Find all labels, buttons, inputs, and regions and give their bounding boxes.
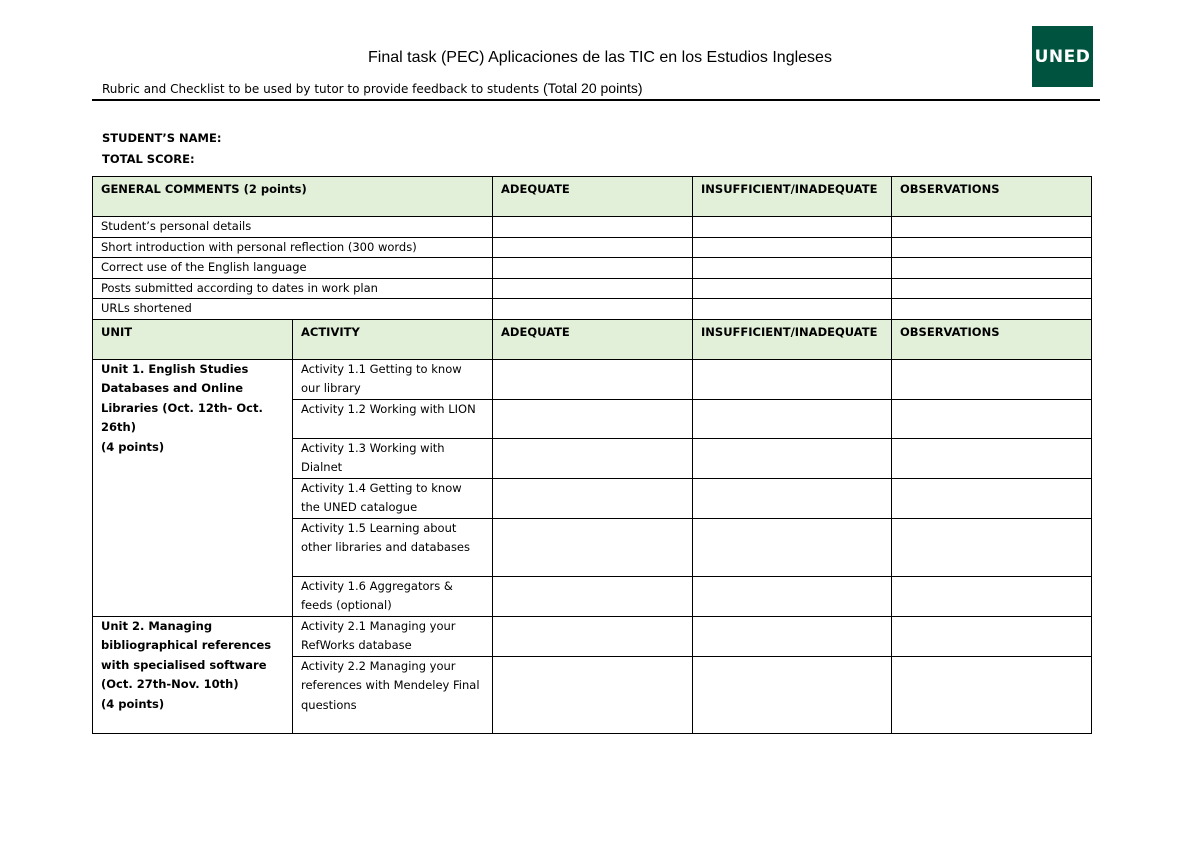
adequate-cell[interactable]: [493, 438, 693, 478]
observations-cell[interactable]: [892, 258, 1092, 279]
observations-cell[interactable]: [892, 217, 1092, 238]
observations-cell[interactable]: [892, 399, 1092, 438]
activity-name: Activity 1.1 Getting to know our library: [293, 359, 493, 399]
observations-cell[interactable]: [892, 237, 1092, 258]
col-insufficient: INSUFFICIENT/INADEQUATE: [693, 177, 892, 217]
observations-cell[interactable]: [892, 518, 1092, 576]
adequate-cell[interactable]: [493, 299, 693, 320]
insufficient-cell[interactable]: [693, 438, 892, 478]
general-row: [93, 299, 1092, 320]
activity-row: [93, 359, 1092, 399]
activity-name: Activity 1.5 Learning about other libraries and databases: [293, 518, 493, 576]
units-header-row: [93, 319, 1092, 359]
unit-title: Unit 2. Managing bibliographical references with specialised software (Oct. 27th-Nov. 10th): [101, 618, 272, 691]
unit-title: Unit 1. English Studies Databases and Online Libraries (Oct. 12th- Oct. 26th): [101, 361, 263, 434]
adequate-cell[interactable]: [493, 258, 693, 279]
document-title: Final task (PEC) Aplicaciones de las TIC en los Estudios Ingleses: [368, 49, 832, 66]
observations-cell[interactable]: [892, 478, 1092, 518]
col-unit: UNIT: [93, 319, 293, 359]
general-row: [93, 217, 1092, 238]
insufficient-cell[interactable]: [693, 656, 892, 733]
rubric-table: [92, 176, 1092, 734]
adequate-cell[interactable]: [493, 359, 693, 399]
general-item: Student’s personal details: [93, 217, 493, 238]
unit-cell: [93, 359, 293, 616]
uned-logo: [1032, 26, 1093, 87]
insufficient-cell[interactable]: [693, 518, 892, 576]
unit-points: (4 points): [101, 439, 165, 454]
adequate-cell[interactable]: [493, 237, 693, 258]
general-row: [93, 278, 1092, 299]
activity-name: Activity 1.3 Working with Dialnet: [293, 438, 493, 478]
general-header-row: [93, 177, 1092, 217]
adequate-cell[interactable]: [493, 399, 693, 438]
header-rule: [92, 99, 1100, 101]
unit-points: (4 points): [101, 696, 165, 711]
activity-name: Activity 1.6 Aggregators & feeds (optional): [293, 576, 493, 616]
general-heading: GENERAL COMMENTS (2 points): [93, 177, 493, 217]
adequate-cell[interactable]: [493, 576, 693, 616]
activity-name: Activity 1.4 Getting to know the UNED catalogue: [293, 478, 493, 518]
observations-cell[interactable]: [892, 656, 1092, 733]
logo-text: UNED: [1034, 46, 1091, 67]
adequate-cell[interactable]: [493, 478, 693, 518]
general-row: [93, 258, 1092, 279]
adequate-cell[interactable]: [493, 616, 693, 656]
insufficient-cell[interactable]: [693, 237, 892, 258]
insufficient-cell[interactable]: [693, 299, 892, 320]
insufficient-cell[interactable]: [693, 478, 892, 518]
general-item: URLs shortened: [93, 299, 493, 320]
observations-cell[interactable]: [892, 299, 1092, 320]
general-item: Posts submitted according to dates in work plan: [93, 278, 493, 299]
adequate-cell[interactable]: [493, 656, 693, 733]
insufficient-cell[interactable]: [693, 278, 892, 299]
activity-row: [93, 616, 1092, 656]
activity-name: Activity 2.1 Managing your RefWorks database: [293, 616, 493, 656]
col-observations: OBSERVATIONS: [892, 177, 1092, 217]
unit-cell: [93, 616, 293, 733]
activity-name: Activity 2.2 Managing your references with Mendeley Final questions: [293, 656, 493, 733]
subtitle-text: Rubric and Checklist to be used by tutor to provide feedback to students: [102, 82, 540, 96]
subtitle-total: (Total 20 points): [542, 80, 643, 96]
insufficient-cell[interactable]: [693, 576, 892, 616]
observations-cell[interactable]: [892, 616, 1092, 656]
adequate-cell[interactable]: [493, 518, 693, 576]
total-score-label: TOTAL SCORE:: [102, 152, 195, 166]
insufficient-cell[interactable]: [693, 258, 892, 279]
document-subtitle: [102, 80, 643, 96]
general-row: [93, 237, 1092, 258]
student-name-label: STUDENT’S NAME:: [102, 131, 222, 145]
insufficient-cell[interactable]: [693, 359, 892, 399]
activity-name: Activity 1.2 Working with LION: [293, 399, 493, 438]
general-item: Short introduction with personal reflection (300 words): [93, 237, 493, 258]
col-observations: OBSERVATIONS: [892, 319, 1092, 359]
adequate-cell[interactable]: [493, 278, 693, 299]
col-activity: ACTIVITY: [293, 319, 493, 359]
observations-cell[interactable]: [892, 359, 1092, 399]
general-item: Correct use of the English language: [93, 258, 493, 279]
insufficient-cell[interactable]: [693, 217, 892, 238]
insufficient-cell[interactable]: [693, 399, 892, 438]
col-adequate: ADEQUATE: [493, 319, 693, 359]
insufficient-cell[interactable]: [693, 616, 892, 656]
observations-cell[interactable]: [892, 278, 1092, 299]
col-adequate: ADEQUATE: [493, 177, 693, 217]
observations-cell[interactable]: [892, 576, 1092, 616]
adequate-cell[interactable]: [493, 217, 693, 238]
col-insufficient: INSUFFICIENT/INADEQUATE: [693, 319, 892, 359]
observations-cell[interactable]: [892, 438, 1092, 478]
